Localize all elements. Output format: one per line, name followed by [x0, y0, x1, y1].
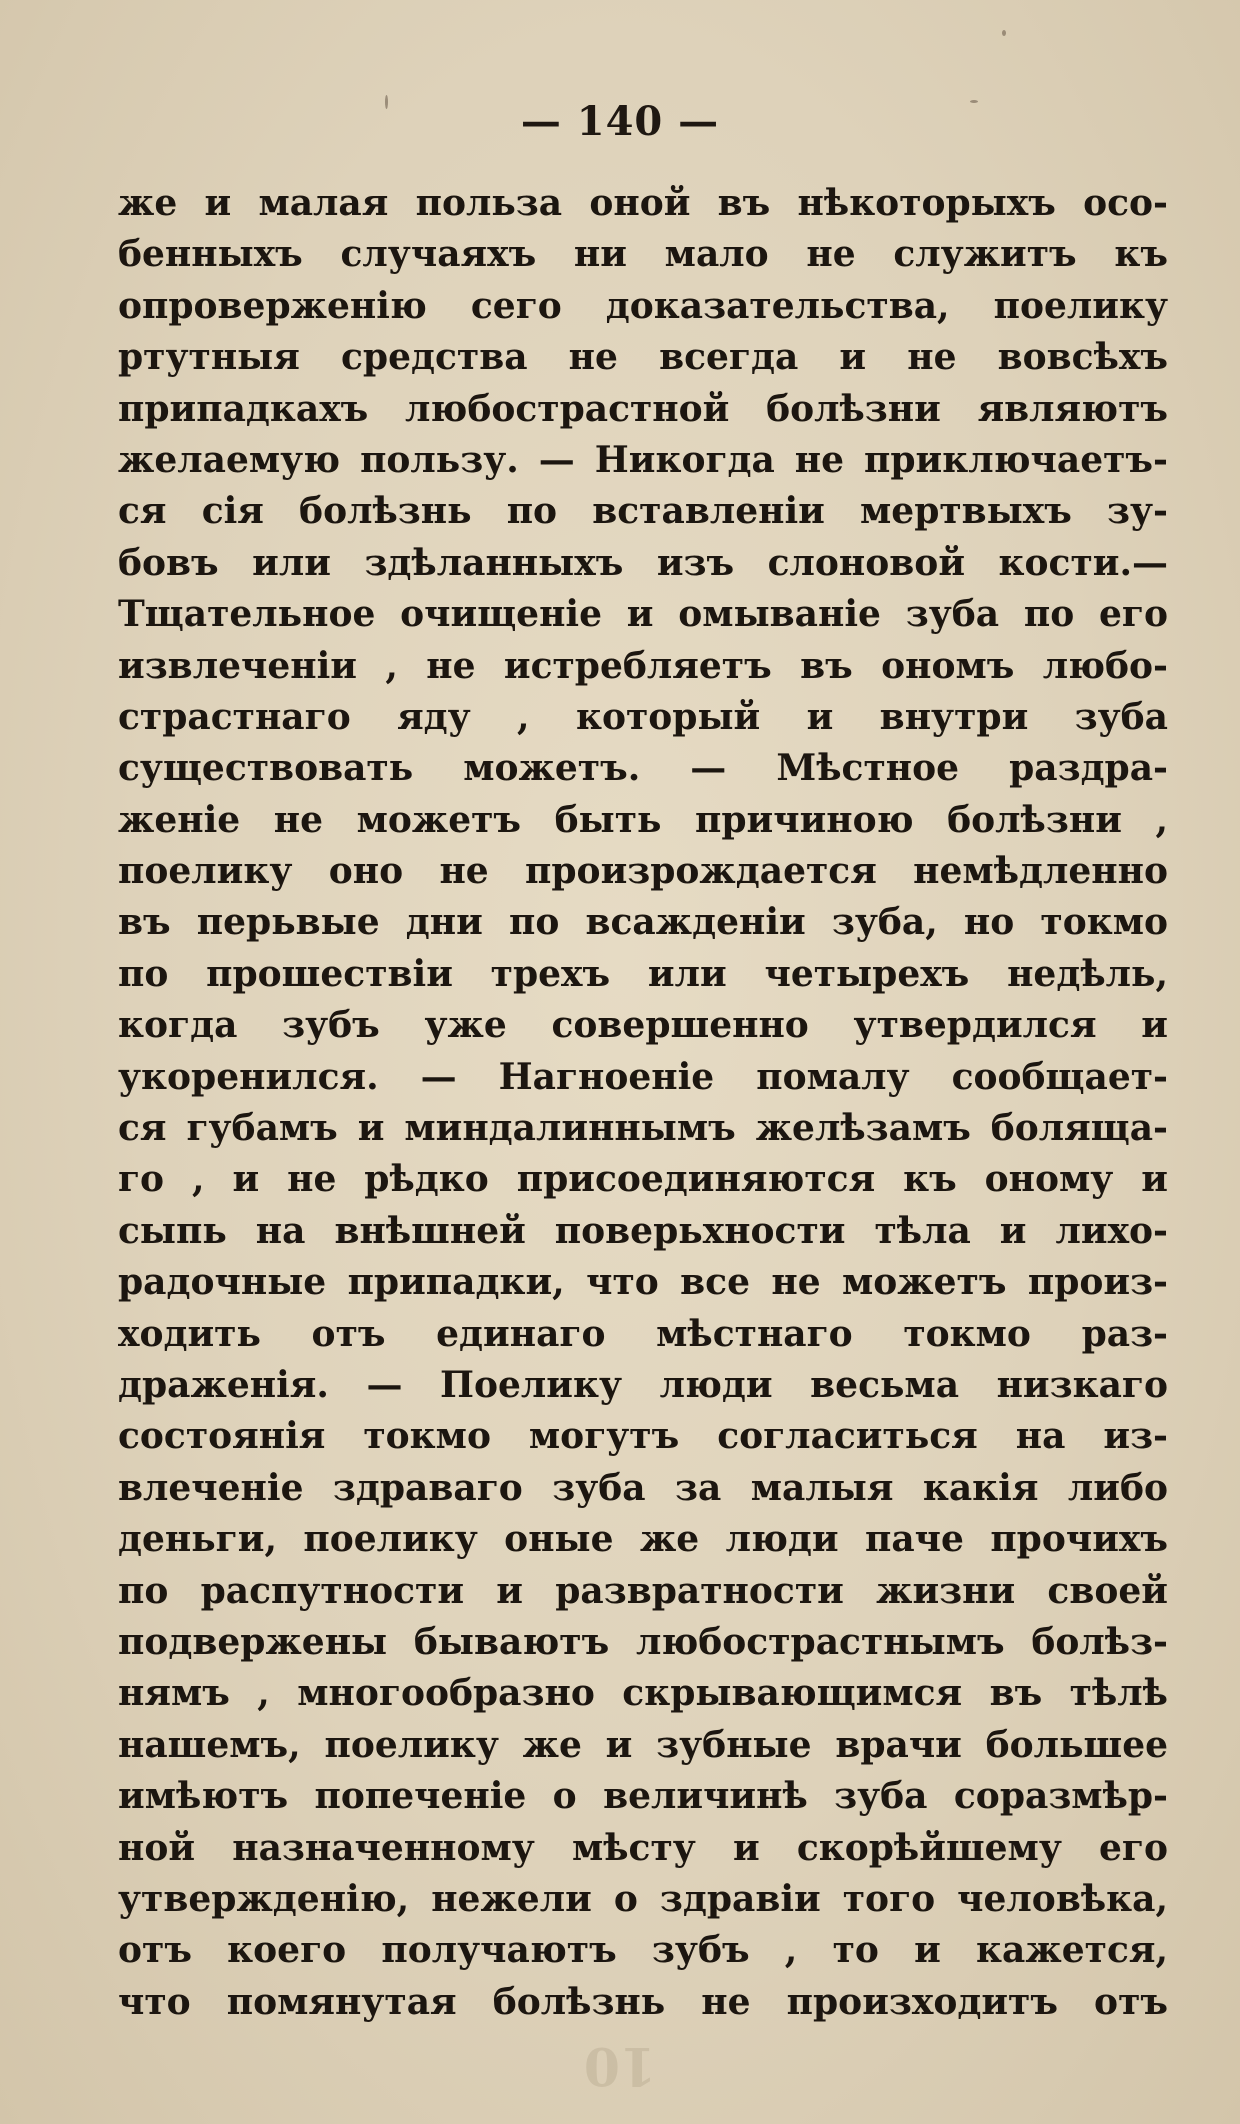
- text-line: нашемъ, поелику же и зубные врачи большее: [118, 1723, 1168, 1766]
- text-line: желаемую пользу. — Никогда не приключаетъ-: [118, 438, 1168, 481]
- text-line: страстнаго яду , который и внутри зуба: [118, 695, 1168, 738]
- text-line: деньги, поелику оные же люди паче прочихъ: [118, 1518, 1168, 1561]
- page-number: — 140 —: [520, 98, 720, 145]
- text-line: подвержены бываютъ любострастнымъ болѣз-: [118, 1620, 1168, 1663]
- text-line: нямъ , многообразно скрывающимся въ тѣлѣ: [118, 1672, 1168, 1715]
- text-line: ся сія болѣзнь по вставленіи мертвыхъ зу-: [118, 490, 1168, 533]
- text-line: ртутныя средства не всегда и не вовсѣхъ: [118, 336, 1168, 379]
- text-line: же и малая польза оной въ нѣкоторыхъ осо-: [118, 182, 1168, 224]
- text-line: женіе не можетъ быть причиною болѣзни ,: [118, 798, 1168, 841]
- text-line: въ перьвые дни по всажденіи зуба, но токмо: [118, 901, 1168, 944]
- text-line: влеченіе здраваго зуба за малыя какія либо: [118, 1466, 1168, 1509]
- text-line: сыпь на внѣшней поверьхности тѣла и лихо-: [118, 1209, 1168, 1252]
- text-line: радочные припадки, что все не можетъ произ-: [118, 1261, 1168, 1304]
- text-line: состоянія токмо могутъ согласиться на из-: [118, 1415, 1168, 1458]
- text-line: ходить отъ единаго мѣстнаго токмо раз-: [118, 1312, 1168, 1355]
- text-line: опроверженію сего доказательства, поелику: [118, 284, 1168, 327]
- text-line: извлеченіи , не истребляетъ въ ономъ любо-: [118, 644, 1168, 687]
- body-text: [118, 178, 1168, 2028]
- text-line: когда зубъ уже совершенно утвердился и: [118, 1004, 1168, 1047]
- text-line: по прошествіи трехъ или четырехъ недѣль,: [118, 952, 1168, 995]
- text-line: бовъ или здѣланныхъ изъ слоновой кости.—: [118, 541, 1168, 584]
- text-line: бенныхъ случаяхъ ни мало не служитъ къ: [118, 233, 1168, 276]
- text-line: имѣютъ попеченіе о величинѣ зуба соразмѣр-: [118, 1775, 1168, 1818]
- bleed-through-mark: 10: [583, 2035, 657, 2096]
- text-line: ся губамъ и миндалиннымъ желѣзамъ болящa-: [118, 1107, 1168, 1150]
- text-line: отъ коего получаютъ зубъ , то и кажется,: [118, 1929, 1168, 1972]
- text-line: утвержденію, нежели о здравіи того человѣка,: [118, 1877, 1168, 1920]
- text-line: укоренился. — Нагноеніе помалу сообщает-: [118, 1055, 1168, 1098]
- text-line: ной назначенному мѣсту и скорѣйшему его: [118, 1826, 1168, 1869]
- text-line: Тщательное очищеніе и омываніе зуба по его: [118, 593, 1168, 636]
- text-line: го , и не рѣдко присоединяются къ оному и: [118, 1158, 1168, 1201]
- paper-speck: [1002, 30, 1006, 36]
- text-line: что помянутая болѣзнь не произходитъ отъ: [118, 1980, 1168, 2023]
- text-line: припадкахъ любострастной болѣзни являютъ: [118, 387, 1168, 430]
- text-line: драженія. — Поелику люди весьма низкаго: [118, 1363, 1168, 1406]
- text-line: поелику оно не произрождается немѣдленно: [118, 850, 1168, 893]
- text-line: по распутности и развратности жизни своей: [118, 1569, 1168, 1612]
- text-line: существовать можетъ. — Мѣстное раздра-: [118, 747, 1168, 790]
